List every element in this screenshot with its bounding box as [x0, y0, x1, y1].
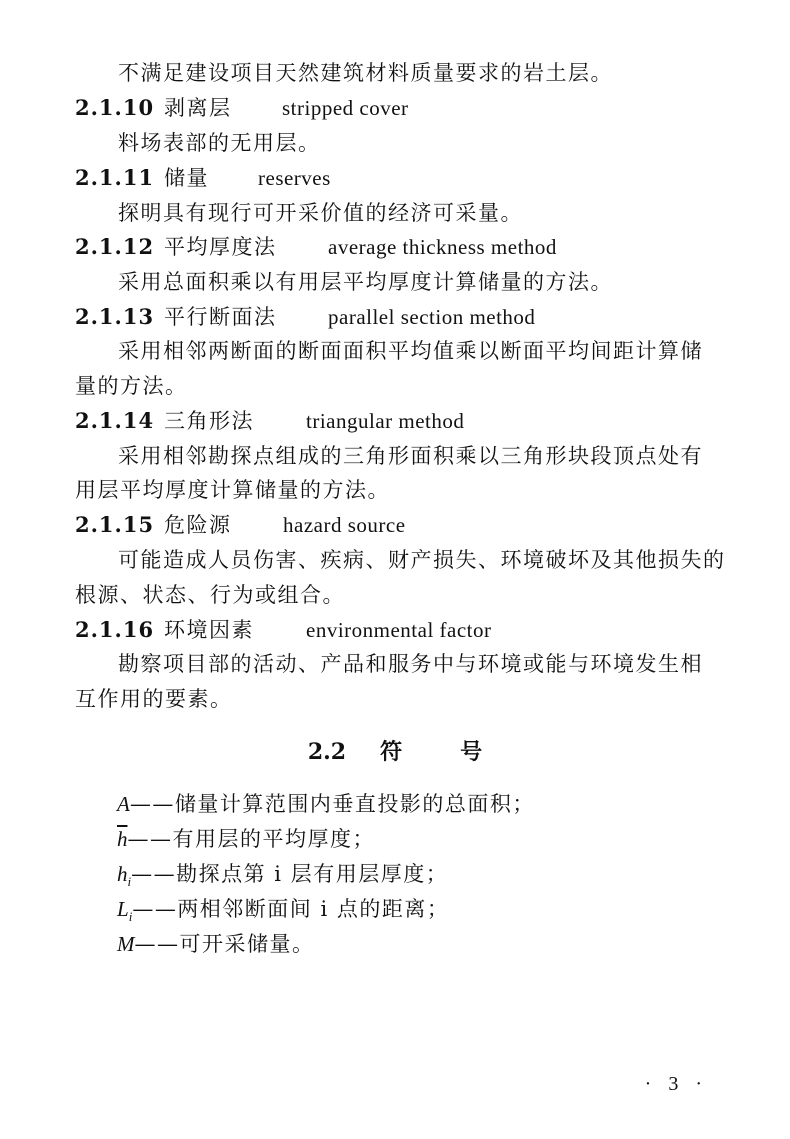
clause-number: 2.1.16: [75, 617, 155, 642]
symbol: $L_i$: [117, 897, 133, 925]
clause-number: 2.1.13: [75, 304, 155, 329]
clause-number: 2.1.14: [75, 408, 155, 433]
paragraph-line: [0, 126, 790, 160]
symbol-subscript: i: [128, 909, 133, 925]
symbol-subscript: i: [127, 874, 132, 890]
term-chinese: 三角形法: [164, 409, 254, 433]
paragraph-text: 可能造成人员伤害、疾病、财产损失、环境破坏及其他损失的: [118, 548, 726, 572]
term-chinese: 剥离层: [164, 96, 232, 120]
symbol-description: ——勘探点第 i 层有用层厚度；: [131, 862, 449, 886]
term-entry: [0, 230, 790, 264]
term-english: average thickness method: [328, 235, 557, 259]
page-number: · 3 ·: [644, 1073, 708, 1095]
paragraph-continuation: [0, 578, 790, 612]
symbol: $\overline{h}$: [117, 827, 128, 851]
term-chinese: 储量: [164, 166, 209, 190]
paragraph-text: 互作用的要素。: [75, 687, 233, 711]
term-chinese: 危险源: [164, 513, 232, 537]
symbol-entry: [117, 787, 535, 821]
paragraph-line: [0, 647, 790, 681]
paragraph-line: [0, 56, 790, 90]
symbol: M: [117, 932, 135, 956]
section-title: 符号: [380, 739, 541, 765]
symbol-entry: [117, 822, 375, 856]
term-entry: [0, 508, 790, 542]
paragraph-text: 根源、状态、行为或组合。: [75, 583, 345, 607]
paragraph-continuation: [0, 682, 790, 716]
term-english: environmental factor: [306, 618, 492, 642]
clause-number: 2.1.15: [75, 512, 155, 537]
paragraph-line: [0, 265, 790, 299]
term-entry: [0, 300, 790, 334]
term-english: triangular method: [306, 409, 465, 433]
term-chinese: 平均厚度法: [164, 235, 277, 259]
term-chinese: 环境因素: [164, 618, 254, 642]
term-english: hazard source: [283, 513, 406, 537]
clause-number: 2.1.11: [75, 165, 155, 190]
paragraph-text: 探明具有现行可开采价值的经济可采量。: [118, 201, 523, 225]
paragraph-line: [0, 543, 790, 577]
term-english: reserves: [258, 166, 331, 190]
paragraph-text: 不满足建设项目天然建筑材料质量要求的岩土层。: [118, 61, 613, 85]
term-entry: [0, 91, 790, 125]
symbol: $h_i$: [117, 862, 132, 890]
paragraph-text: 采用总面积乘以有用层平均厚度计算储量的方法。: [118, 270, 613, 294]
symbol: A: [117, 792, 130, 816]
symbol-description: ——可开采储量。: [134, 932, 315, 956]
term-chinese: 平行断面法: [164, 305, 277, 329]
paragraph-continuation: [0, 369, 790, 403]
section-number: 2.2: [307, 739, 347, 765]
paragraph-text: 料场表部的无用层。: [118, 131, 321, 155]
paragraph-text: 采用相邻勘探点组成的三角形面积乘以三角形块段顶点处有: [118, 444, 703, 468]
term-english: parallel section method: [328, 305, 536, 329]
term-english: stripped cover: [282, 96, 409, 120]
paragraph-text: 勘察项目部的活动、产品和服务中与环境或能与环境发生相: [118, 652, 703, 676]
paragraph-text: 采用相邻两断面的断面面积平均值乘以断面平均间距计算储: [118, 339, 703, 363]
paragraph-line: [0, 439, 790, 473]
term-entry: [0, 404, 790, 438]
section-heading: [0, 735, 790, 769]
paragraph-text: 用层平均厚度计算储量的方法。: [75, 478, 390, 502]
clause-number: 2.1.10: [75, 95, 155, 120]
clause-number: 2.1.12: [75, 234, 155, 259]
paragraph-line: [0, 196, 790, 230]
term-entry: [0, 161, 790, 195]
symbol-description: ——有用层的平均厚度；: [127, 827, 375, 851]
paragraph-continuation: [0, 473, 790, 507]
symbol-entry: [117, 927, 315, 961]
paragraph-line: [0, 334, 790, 368]
term-entry: [0, 613, 790, 647]
symbol-description: ——两相邻断面间 i 点的距离；: [132, 897, 450, 921]
paragraph-text: 量的方法。: [75, 374, 188, 398]
symbol-description: ——储量计算范围内垂直投影的总面积；: [129, 792, 535, 816]
